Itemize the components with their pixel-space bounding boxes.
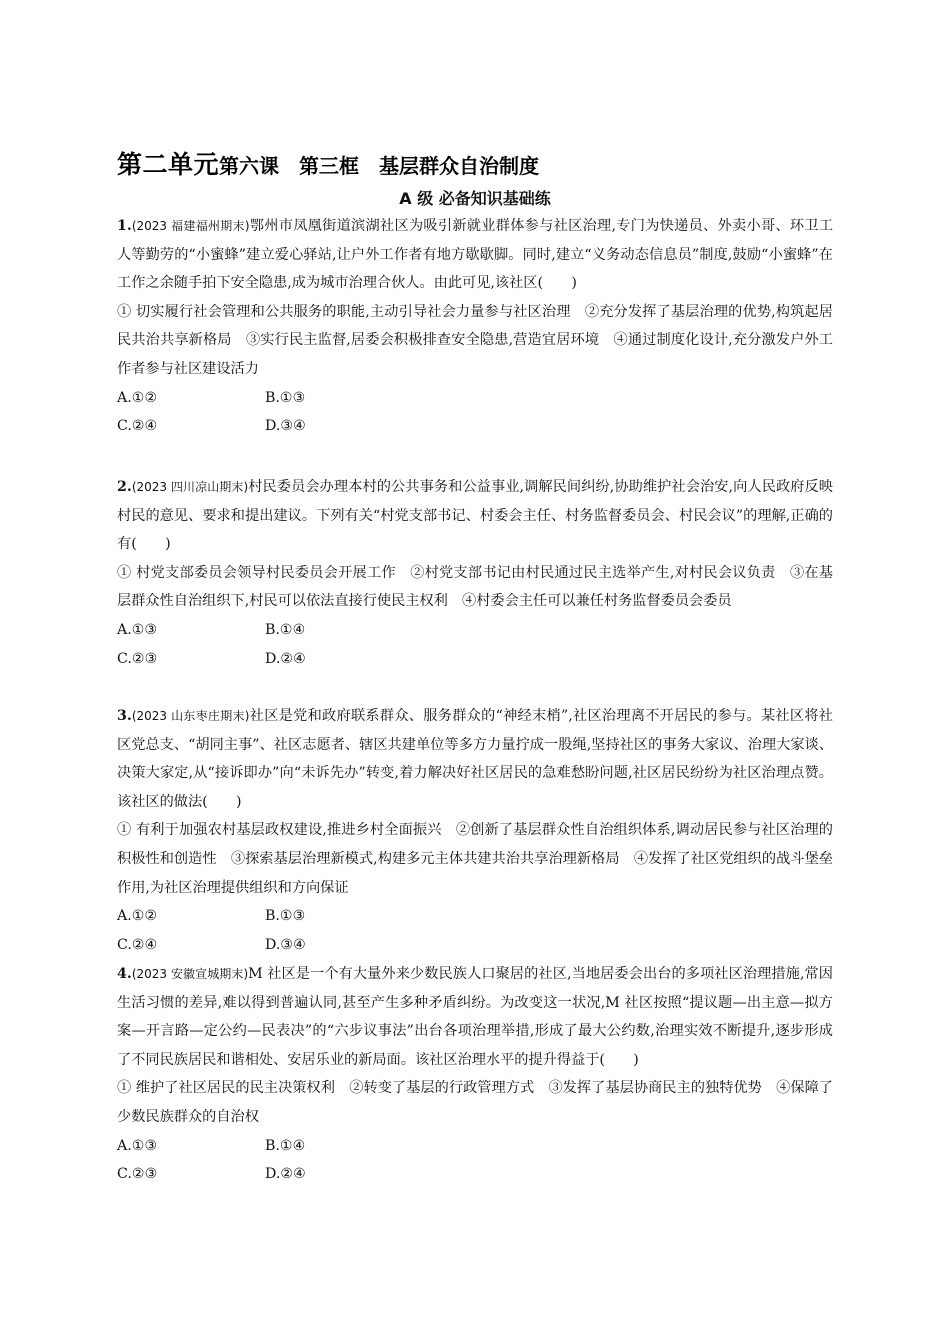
question-2	[117, 473, 833, 673]
question-source: (2023 四川凉山期末)	[131, 480, 249, 494]
option-d[interactable]: D.②④	[265, 1166, 306, 1183]
answer-options	[117, 1132, 457, 1189]
option-c[interactable]: C.②③	[117, 1166, 158, 1183]
question-stem: 1.(2023 福建福州期末)鄂州市凤凰街道滨湖社区为吸引新就业群体参与社区治理,专门为快递员、外卖小哥、环卫工人等勤劳的“小蜜蜂”建立爱心驿站,让户外工作者有地方歇歇脚。同时,建立“义务动态信息员”制度,鼓励“小蜜蜂”在工作之余随手拍下安全隐患,成为城市治理合伙人。由此可见,该社区( )	[117, 218, 834, 292]
question-source: (2023 山东枣庄期末)	[131, 709, 250, 723]
answer-options	[117, 902, 457, 959]
option-d[interactable]: D.②④	[265, 650, 306, 667]
title-lesson: 第六课 第三框 基层群众自治制度	[219, 154, 540, 178]
question-number: 3	[117, 708, 127, 724]
option-c[interactable]: C.②③	[117, 650, 158, 667]
question-source: (2023 安徽宣城期末)	[131, 967, 249, 981]
option-c[interactable]: C.②④	[117, 418, 158, 435]
option-a[interactable]: A.①③	[117, 621, 158, 638]
question-stem: 2.(2023 四川凉山期末)村民委员会办理本村的公共事务和公益事业,调解民间纠纷,协助维护社会治安,向人民政府反映村民的意见、要求和提出建议。下列有关“村党支部书记、村委会主任、村务监督委员会、村民会议”的理解,正确的有( )	[117, 479, 833, 553]
option-b[interactable]: B.①③	[265, 908, 306, 925]
question-number: 4	[117, 966, 127, 982]
question-statements: ① 村党支部委员会领导村民委员会开展工作 ②村党支部书记由村民通过民主选举产生,对村民会议负责 ③在基层群众性自治组织下,村民可以依法直接行使民主权利 ④村委会主任可以兼任村务监督委员会委员	[117, 564, 833, 610]
question-statements: ① 维护了社区居民的民主决策权利 ②转变了基层的行政管理方式 ③发挥了基层协商民主的独特优势 ④保障了少数民族群众的自治权	[117, 1080, 833, 1125]
question-stem: 4.(2023 安徽宣城期末)M 社区是一个有大量外来少数民族人口聚居的社区,当地居委会出台的多项社区治理措施,常因生活习惯的差异,难以得到普遍认同,甚至产生多种矛盾纠纷。为改变这一状况,M 社区按照“提议题—出主意—拟方案—开言路—定公约—民表决”的“六步议事法”出台各项治理举措,形成了最大公约数,治理实效不断提升,逐步形成了不同民族居民和谐相处、安居乐业的新局面。该社区治理水平的提升得益于( )	[117, 966, 833, 1068]
page-title	[117, 143, 539, 181]
question-4	[117, 960, 833, 1189]
question-statements: ① 有利于加强农村基层政权建设,推进乡村全面振兴 ②创新了基层群众性自治组织体系,调动居民参与社区治理的积极性和创造性 ③探索基层治理新模式,构建多元主体共建共治共享治理新格局 ④发挥了社区党组织的战斗堡垒作用,为社区治理提供组织和方向保证	[117, 822, 833, 896]
question-text: 村民委员会办理本村的公共事务和公益事业,调解民间纠纷,协助维护社会治安,向人民政府反映村民的意见、要求和提出建议。下列有关“村党支部书记、村委会主任、村务监督委员会、村民会议”的理解,正确的有( )	[117, 479, 833, 553]
option-b[interactable]: B.①④	[265, 621, 306, 638]
option-c[interactable]: C.②④	[117, 936, 158, 953]
question-text: 鄂州市凤凰街道滨湖社区为吸引新就业群体参与社区治理,专门为快递员、外卖小哥、环卫工人等勤劳的“小蜜蜂”建立爱心驿站,让户外工作者有地方歇歇脚。同时,建立“义务动态信息员”制度,鼓励“小蜜蜂”在工作之余随手拍下安全隐患,成为城市治理合伙人。由此可见,该社区( )	[117, 218, 834, 292]
question-text: M 社区是一个有大量外来少数民族人口聚居的社区,当地居委会出台的多项社区治理措施,常因生活习惯的差异,难以得到普遍认同,甚至产生多种矛盾纠纷。为改变这一状况,M 社区按照“提议题—出主意—拟方案—开言路—定公约—民表决”的“六步议事法”出台各项治理举措,形成了最大公约数,治理实效不断提升,逐步形成了不同民族居民和谐相处、安居乐业的新局面。该社区治理水平的提升得益于( )	[117, 966, 833, 1068]
option-d[interactable]: D.③④	[265, 418, 306, 435]
option-a[interactable]: A.①③	[117, 1137, 158, 1154]
question-1	[117, 212, 833, 441]
option-b[interactable]: B.①④	[265, 1137, 306, 1154]
question-text: 社区是党和政府联系群众、服务群众的“神经末梢”,社区治理离不开居民的参与。某社区将社区党总支、“胡同主事”、社区志愿者、辖区共建单位等多方力量拧成一股绳,坚持社区的事务大家议、治理大家谈、决策大家定,从“接诉即办”向“未诉先办”转变,着力解决好社区居民的急难愁盼问题,社区居民纷纷为社区治理点赞。该社区的做法( )	[117, 708, 833, 810]
question-statements: ① 切实履行社会管理和公共服务的职能,主动引导社会力量参与社区治理 ②充分发挥了基层治理的优势,构筑起居民共治共享新格局 ③实行民主监督,居委会积极排查安全隐患,营造宜居环境 ④通过制度化设计,充分激发户外工作者参与社区建设活力	[117, 303, 833, 377]
question-3	[117, 702, 833, 959]
option-d[interactable]: D.③④	[265, 936, 306, 953]
answer-options	[117, 616, 457, 673]
question-stem: 3.(2023 山东枣庄期末)社区是党和政府联系群众、服务群众的“神经末梢”,社区治理离不开居民的参与。某社区将社区党总支、“胡同主事”、社区志愿者、辖区共建单位等多方力量拧成一股绳,坚持社区的事务大家议、治理大家谈、决策大家定,从“接诉即办”向“未诉先办”转变,着力解决好社区居民的急难愁盼问题,社区居民纷纷为社区治理点赞。该社区的做法( )	[117, 708, 833, 810]
question-number: 1	[117, 218, 127, 234]
question-number: 2	[117, 479, 127, 495]
title-unit: 第二单元	[117, 150, 220, 179]
answer-options	[117, 384, 457, 441]
option-a[interactable]: A.①②	[117, 908, 158, 925]
question-source: (2023 福建福州期末)	[131, 219, 250, 233]
option-a[interactable]: A.①②	[117, 389, 158, 406]
option-b[interactable]: B.①③	[265, 389, 306, 406]
section-heading: A 级 必备知识基础练	[399, 189, 551, 208]
